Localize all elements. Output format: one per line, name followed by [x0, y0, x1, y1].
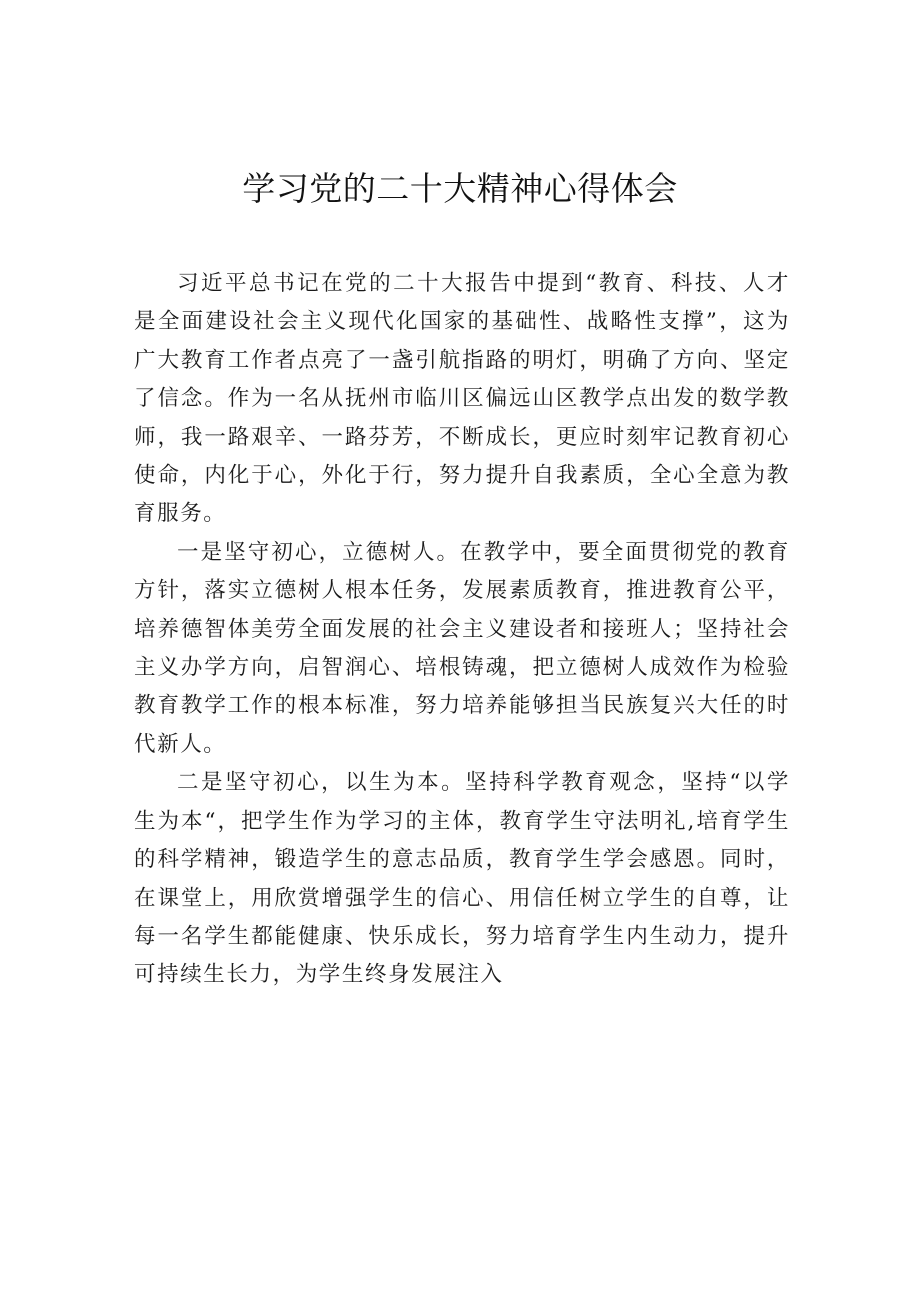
paragraph-point-one: 一是坚守初心，立德树人。在教学中，要全面贯彻党的教育方针，落实立德树人根本任务，发展素质教育，推进教育公平，培养德智体美劳全面发展的社会主义建设者和接班人；坚持社会主义办学方向，启智润心、培根铸魂，把立德树人成效作为检验教育教学工作的根本标准，努力培养能够担当民族复兴大任的时代新人。: [134, 539, 790, 757]
document-body: [134, 265, 790, 995]
paragraph-intro: 习近平总书记在党的二十大报告中提到“教育、科技、人才是全面建设社会主义现代化国家的基础性、战略性支撑”，这为广大教育工作者点亮了一盏引航指路的明灯，明确了方向、坚定了信念。作为一名从抚州市临川区偏远山区教学点出发的数学教师，我一路艰辛、一路芬芳，不断成长，更应时刻牢记教育初心使命，内化于心，外化于行，努力提升自我素质，全心全意为教育服务。: [134, 271, 790, 527]
paragraph-point-two: 二是坚守初心，以生为本。坚持科学教育观念，坚持“以学生为本“，把学生作为学习的主体，教育学生守法明礼,培育学生的科学精神，锻造学生的意志品质，教育学生学会感恩。同时，在课堂上，用欣赏增强学生的信心、用信任树立学生的自尊，让每一名学生都能健康、快乐成长，努力培育学生内生动力，提升可持续生长力，为学生终身发展注入: [134, 770, 790, 988]
document-title: 学习党的二十大精神心得体会: [242, 169, 678, 208]
